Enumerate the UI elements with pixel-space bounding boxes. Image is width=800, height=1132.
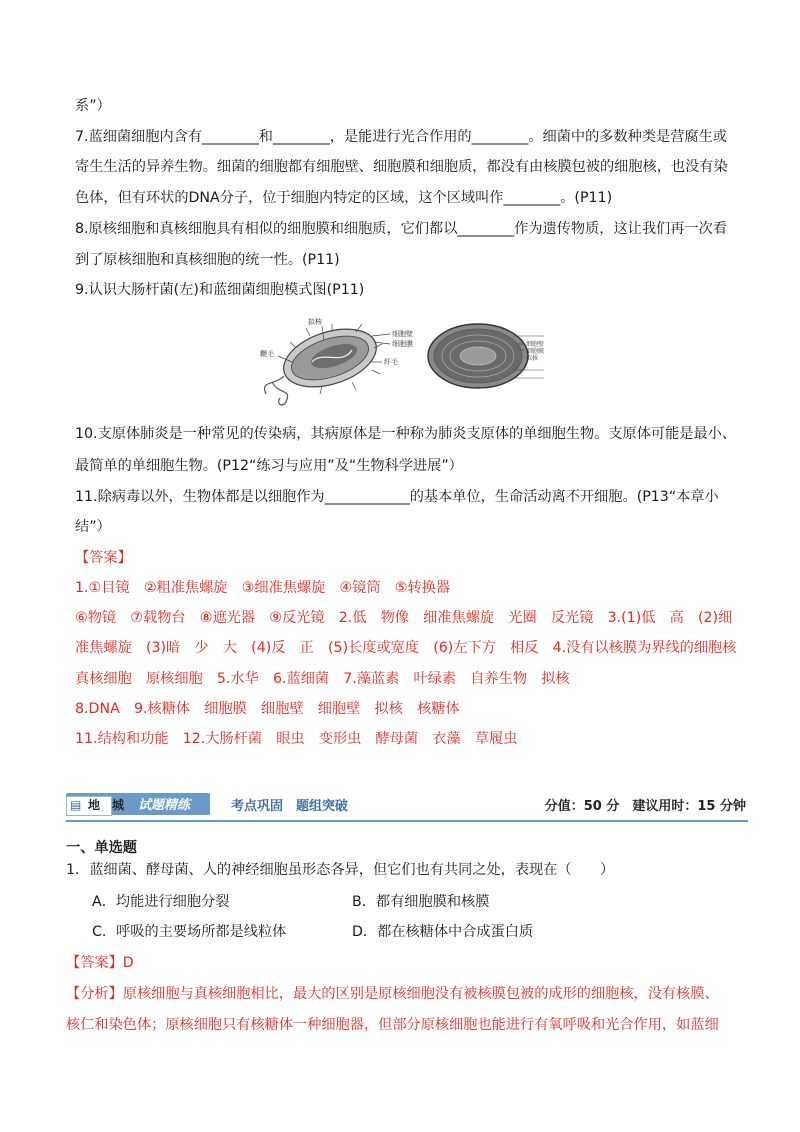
ecoli-diagram (260, 317, 413, 405)
question-10: 10.支原体肺炎是一种常见的传染病，其病原体是一种称为肺炎支原体的单细胞生物。支原体可能是最小、 (75, 426, 737, 442)
answer-d: 【答案】D (66, 955, 134, 971)
answer-line: 真核细胞 原核细胞 5.水华 6.蓝细菌 7.藻蓝素 叶绿素 自养生物 拟核 (75, 671, 570, 687)
answer-line: ⑥物镜 ⑦载物台 ⑧遮光器 ⑨反光镜 2.低 物像 细准焦螺旋 光圈 反光镜 3.(1)低 高 (2)细 (75, 610, 733, 626)
answer-line: 准焦螺旋 (3)暗 少 大 (4)反 正 (5)长度或宽度 (6)左下方 相反 4.没有以核膜为界线的细胞核 (75, 640, 737, 656)
text-line: 色体，但有环状的DNA分子，位于细胞内特定的区域，这个区域叫作________。(P11) (75, 190, 613, 206)
score-time-info: 分值：50 分 建议用时：15 分钟 (544, 799, 746, 814)
figure-label: 纤毛 (384, 358, 398, 366)
banner-title: 试题精练 (138, 798, 191, 813)
text-line: 系”） (75, 98, 111, 114)
option-d: D．都在核糖体中合成蛋白质 (352, 924, 534, 940)
option-a: A．均能进行细胞分裂 (92, 894, 230, 910)
analysis-line: 【分析】原核细胞与真核细胞相比，最大的区别是原核细胞没有被核膜包被的成形的细胞核，没有核膜、 (66, 986, 719, 1002)
text-line: 到了原核细胞和真核细胞的统一性。(P11) (75, 252, 340, 268)
banner-subtitle: 考点巩固 题组突破 (231, 799, 349, 814)
option-c: C．呼吸的主要场所都是线粒体 (92, 924, 287, 940)
banner-rule (66, 820, 748, 822)
section-heading: 一、单选题 (66, 840, 137, 856)
banner-tag: 地 城 (88, 798, 125, 812)
question-8: 8.原核细胞和真核细胞具有相似的细胞膜和细胞质，它们都以________作为遗传物质，这让我们再一次看 (75, 221, 727, 237)
figure-label: 细胞膜 (392, 340, 413, 348)
section-banner (66, 790, 746, 824)
question-1: 1．蓝细菌、酵母菌、人的神经细胞虽形态各异，但它们也有共同之处，表现在（ ） (66, 862, 615, 878)
answer-heading: 【答案】 (75, 550, 132, 566)
figure-label: 鞭毛 (260, 350, 274, 358)
option-b: B．都有细胞膜和核膜 (352, 894, 490, 910)
text-line: 寄生生活的异养生物。细菌的细胞都有细胞壁、细胞膜和细胞质，都没有由核膜包被的细胞核，也没有染 (75, 159, 728, 175)
analysis-line: 核仁和染色体；原核细胞只有核糖体一种细胞器，但部分原核细胞也能进行有氧呼吸和光合作用，如蓝细 (66, 1017, 719, 1033)
answer-line: 11.结构和功能 12.大肠杆菌 眼虫 变形虫 酵母菌 衣藻 草履虫 (75, 731, 518, 747)
figure-label: 细胞膜 (526, 348, 545, 355)
question-7: 7.蓝细菌细胞内含有________和________，是能进行光合作用的________。细菌中的多数种类是营腐生或 (75, 129, 727, 145)
answer-line: 1.①目镜 ②粗准焦螺旋 ③细准焦螺旋 ④镜筒 ⑤转换器 (75, 580, 451, 596)
answer-line: 8.DNA 9.核糖体 细胞膜 细胞壁 细胞壁 拟核 核糖体 (75, 701, 460, 717)
figure-label: 拟核 (526, 355, 539, 362)
figure-label: 细胞壁 (526, 341, 545, 348)
text-line: 最简单的单细胞生物。(P12“练习与应用”及“生物科学进展”） (75, 458, 463, 474)
question-9: 9.认识大肠杆菌(左)和蓝细菌细胞模式图(P11) (75, 282, 365, 298)
cyanobacteria-diagram (428, 324, 544, 388)
question-11: 11.除病毒以外，生物体都是以细胞作为____________的基本单位，生命活动离不开细胞。(P13“本章小 (75, 489, 719, 505)
list-icon: ▤ (70, 798, 82, 812)
text-line: 结”） (75, 519, 111, 535)
cell-diagram-figure (252, 312, 552, 408)
figure-label: 拟核 (308, 318, 322, 326)
figure-label: 细胞壁 (392, 330, 413, 338)
